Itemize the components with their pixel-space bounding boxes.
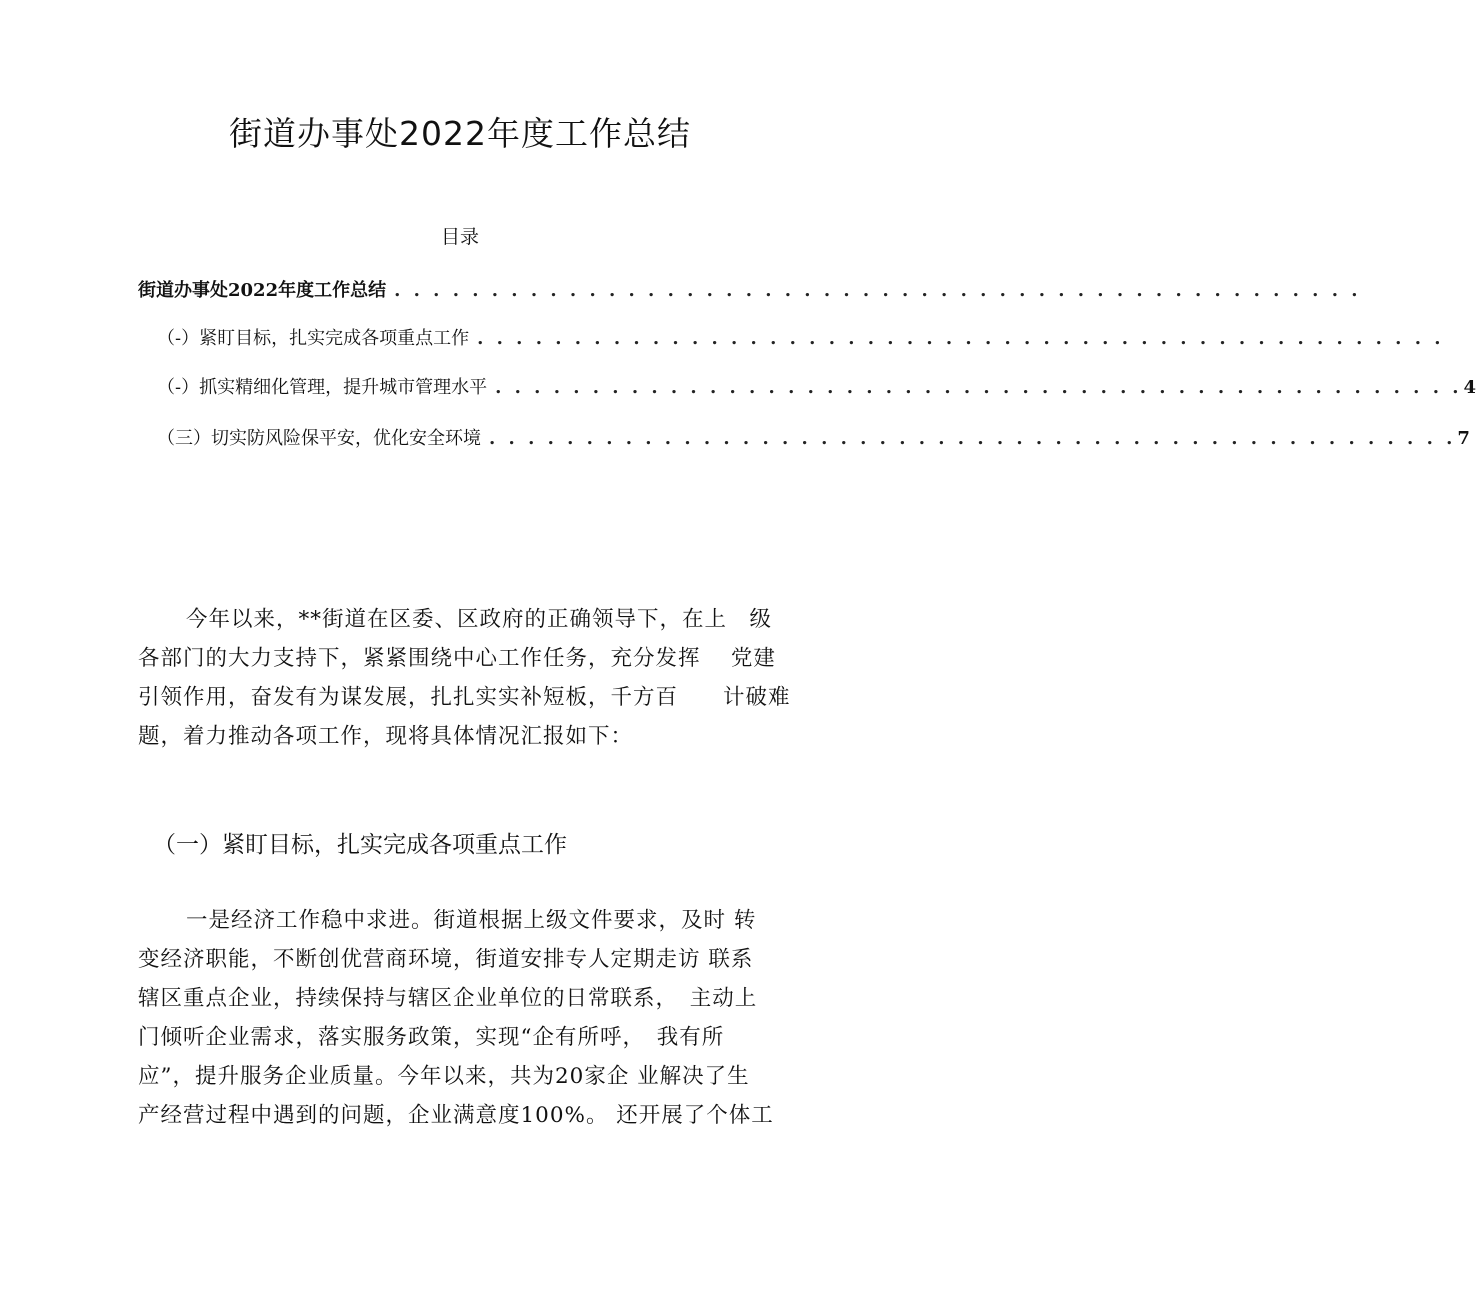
toc-leader-dots: . . . . . . . . . . . . . . . . . . . . . . . . . . . . . . . . . . . . . . . . . . . . . . . . . . bbox=[489, 428, 1456, 449]
toc-leader-dots: . . . . . . . . . . . . . . . . . . . . . . . . . . . . . . . . . . . . . . . . . . . . . . . . . . bbox=[394, 280, 1362, 301]
paragraph-line: 各部门的大力支持下，紧紧围绕中心工作任务，充分发挥 党建 bbox=[138, 646, 776, 671]
toc-page-number: 7 bbox=[1457, 428, 1470, 449]
paragraph-line: 引领作用，奋发有为谋发展，扎扎实实补短板，千方百 计破难 bbox=[138, 685, 791, 710]
toc-entry[interactable] bbox=[157, 424, 1470, 450]
toc-leader-dots: . . . . . . . . . . . . . . . . . . . . . . . . . . . . . . . . . . . . . . . . . . . . . . . . . . bbox=[495, 377, 1462, 398]
paragraph-line: 变经济职能，不断创优营商环境，街道安排专人定期走访 联系 bbox=[138, 947, 754, 972]
toc-entry[interactable] bbox=[157, 324, 1444, 350]
paragraph-line: 应”，提升服务企业质量。今年以来，共为20家企 业解决了生 bbox=[138, 1064, 750, 1089]
toc-heading: 目录 bbox=[440, 226, 479, 248]
paragraph-line: 一是经济工作稳中求进。街道根据上级文件要求，及时 转 bbox=[186, 908, 757, 933]
section-heading: （一）紧盯目标，扎实完成各项重点工作 bbox=[153, 832, 567, 858]
toc-entry-label: （三）切实防风险保平安，优化安全环境 bbox=[157, 428, 481, 449]
intro-paragraph bbox=[138, 600, 791, 756]
document-title: 街道办事处2022年度工作总结 bbox=[229, 114, 691, 153]
toc-entry[interactable] bbox=[157, 373, 1476, 399]
toc-entry[interactable] bbox=[138, 276, 1362, 302]
toc-entry-label: 街道办事处2022年度工作总结 bbox=[138, 280, 387, 301]
section-paragraph bbox=[138, 901, 786, 1135]
paragraph-line: 今年以来，**街道在区委、区政府的正确领导下，在上 级 bbox=[186, 607, 773, 632]
toc-leader-dots: . . . . . . . . . . . . . . . . . . . . . . . . . . . . . . . . . . . . . . . . . . . . . . . . . . bbox=[477, 328, 1444, 349]
toc-entry-label: （-）紧盯目标，扎实完成各项重点工作 bbox=[157, 328, 470, 349]
paragraph-line: 门倾听企业需求，落实服务政策，实现“企有所呼， 我有所 bbox=[138, 1025, 725, 1050]
paragraph-line: 产经营过程中遇到的问题，企业满意度100%。 还开展了个体工 bbox=[138, 1103, 774, 1128]
paragraph-line: 辖区重点企业，持续保持与辖区企业单位的日常联系， 主动上 bbox=[138, 986, 758, 1011]
paragraph-line: 题，着力推动各项工作，现将具体情况汇报如下： bbox=[138, 724, 634, 749]
toc-entry-label: （-）抓实精细化管理，提升城市管理水平 bbox=[157, 377, 488, 398]
toc-page-number: 4 bbox=[1463, 377, 1476, 398]
